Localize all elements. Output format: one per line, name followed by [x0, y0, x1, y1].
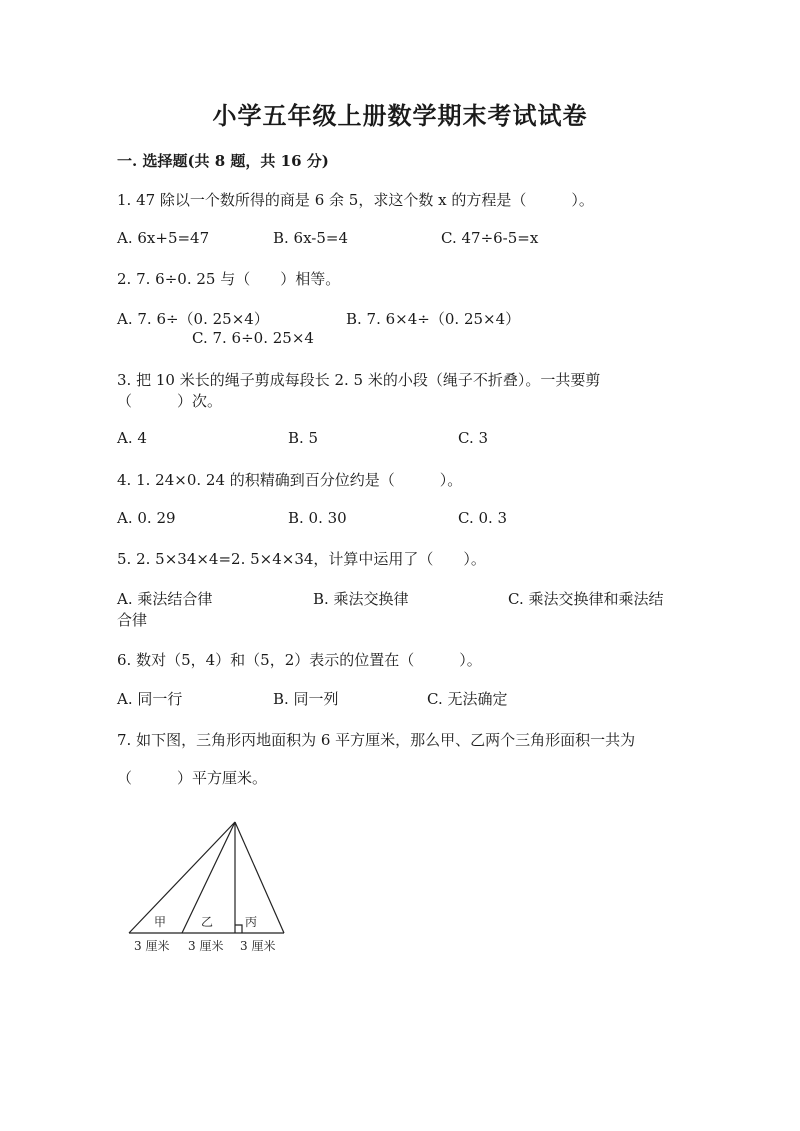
- segment-label-1: 3 厘米: [134, 939, 170, 953]
- question-3-option-b: B. 5: [288, 429, 319, 447]
- question-6-option-b: B. 同一列: [273, 690, 339, 708]
- question-2-stem: 2. 7. 6÷0. 25 与（ ）相等。: [117, 270, 341, 288]
- question-1-option-b: B. 6x-5=4: [273, 229, 349, 247]
- question-3-stem-line2: （ ）次。: [117, 392, 223, 410]
- label-yi: 乙: [201, 915, 214, 929]
- label-jia: 甲: [154, 915, 167, 929]
- question-6-stem: 6. 数对（5，4）和（5，2）表示的位置在（ ）。: [117, 651, 482, 669]
- section-heading: 一. 选择题(共 8 题，共 16 分): [117, 152, 329, 170]
- question-4-option-c: C. 0. 3: [458, 509, 508, 527]
- question-5-stem: 5. 2. 5×34×4=2. 5×4×34，计算中运用了（ ）。: [117, 550, 486, 568]
- triangle-figure: [126, 818, 296, 958]
- question-1-stem: 1. 47 除以一个数所得的商是 6 余 5，求这个数 x 的方程是（ ）。: [117, 191, 594, 209]
- question-5-option-a: A. 乘法结合律: [117, 590, 213, 608]
- question-3-option-c: C. 3: [458, 429, 489, 447]
- question-2-option-b: B. 7. 6×4÷（0. 25×4）: [346, 310, 521, 328]
- triangle-left-edge: [129, 822, 235, 933]
- question-2-option-c: C. 7. 6÷0. 25×4: [192, 329, 314, 347]
- question-4-option-a: A. 0. 29: [117, 509, 176, 527]
- question-2-option-a: A. 7. 6÷（0. 25×4）: [117, 310, 269, 328]
- segment-label-2: 3 厘米: [188, 939, 224, 953]
- question-5-option-c: C. 乘法交换律和乘法结: [508, 590, 664, 608]
- question-7-stem-line2: （ ）平方厘米。: [117, 769, 268, 787]
- question-4-stem: 4. 1. 24×0. 24 的积精确到百分位约是（ ）。: [117, 471, 463, 489]
- question-5-option-b: B. 乘法交换律: [313, 590, 409, 608]
- question-1-option-c: C. 47÷6-5=x: [441, 229, 539, 247]
- question-6-option-c: C. 无法确定: [427, 690, 508, 708]
- question-5-option-c-continued: 合律: [117, 611, 148, 629]
- question-4-option-b: B. 0. 30: [288, 509, 347, 527]
- question-3-option-a: A. 4: [117, 429, 147, 447]
- page-title: 小学五年级上册数学期末考试试卷: [212, 101, 588, 130]
- right-angle-mark: [235, 925, 242, 933]
- segment-label-3: 3 厘米: [240, 939, 276, 953]
- question-6-option-a: A. 同一行: [117, 690, 183, 708]
- question-7-stem-line1: 7. 如下图，三角形丙地面积为 6 平方厘米，那么甲、乙两个三角形面积一共为: [117, 731, 636, 749]
- question-3-stem-line1: 3. 把 10 米长的绳子剪成每段长 2. 5 米的小段（绳子不折叠）。一共要剪: [117, 371, 601, 389]
- question-1-option-a: A. 6x+5=47: [117, 229, 210, 247]
- triangle-diagram: [126, 818, 296, 958]
- triangle-right-edge: [235, 822, 284, 933]
- label-bing: 丙: [245, 915, 258, 929]
